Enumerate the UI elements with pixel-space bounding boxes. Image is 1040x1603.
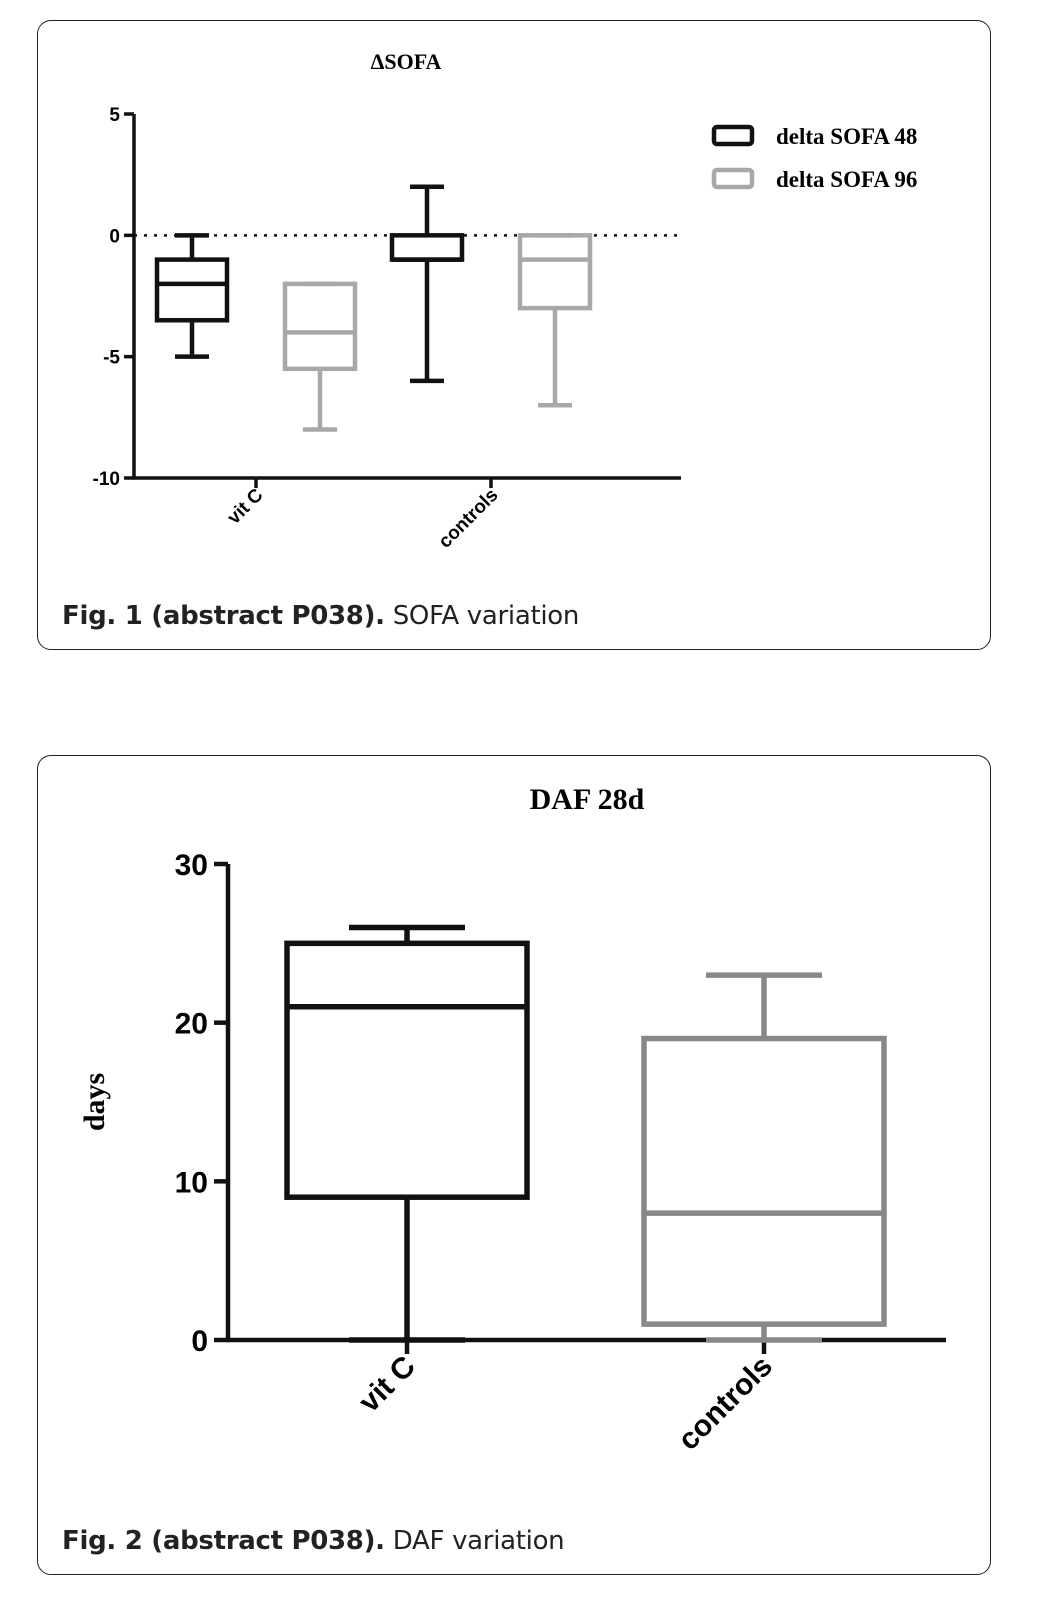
legend-swatch-48 xyxy=(714,127,752,144)
figure-2-caption xyxy=(62,1526,564,1556)
chart-title: DAF 28d xyxy=(529,783,645,816)
box-0 xyxy=(287,927,527,1340)
caption-label: Fig. 2 (abstract P038). xyxy=(62,1526,385,1556)
box-iqr xyxy=(157,260,227,321)
box-iqr xyxy=(285,284,355,369)
box-iqr xyxy=(644,1039,884,1325)
box-1-1 xyxy=(520,235,590,405)
y-tick-label: 10 xyxy=(174,1166,208,1200)
box-iqr xyxy=(392,235,462,259)
box-iqr xyxy=(520,235,590,308)
box-0-1 xyxy=(285,284,355,430)
figure-2-panel xyxy=(37,755,991,1575)
y-tick-label: 5 xyxy=(109,105,120,126)
y-tick-label: -5 xyxy=(103,347,120,369)
figure-1-panel xyxy=(37,20,991,650)
x-tick-label: vit C xyxy=(352,1349,422,1419)
legend-label-96: delta SOFA 96 xyxy=(776,167,918,192)
y-axis-label: days xyxy=(78,1072,111,1132)
y-tick-label: 0 xyxy=(109,226,120,248)
legend-label-48: delta SOFA 48 xyxy=(776,124,918,149)
caption-label: Fig. 1 (abstract P038). xyxy=(62,601,385,631)
legend xyxy=(714,124,917,192)
y-tick-label: 20 xyxy=(174,1007,208,1041)
sofa-boxplot xyxy=(38,21,990,591)
daf-boxplot xyxy=(38,756,990,1516)
box-1 xyxy=(644,975,884,1340)
box-iqr xyxy=(287,943,527,1197)
legend-swatch-96 xyxy=(714,170,752,187)
caption-text: DAF variation xyxy=(392,1526,565,1556)
box-1-0 xyxy=(392,187,462,381)
figure-1-caption xyxy=(62,601,579,631)
caption-text: SOFA variation xyxy=(392,601,580,631)
x-tick-label: vit C xyxy=(223,484,268,529)
y-tick-label: 0 xyxy=(191,1325,208,1358)
x-tick-label: controls xyxy=(434,484,503,553)
chart-title: ΔSOFA xyxy=(370,49,442,74)
y-tick-label: -10 xyxy=(92,469,120,490)
box-0-0 xyxy=(157,235,227,356)
x-tick-label: controls xyxy=(671,1349,779,1457)
y-tick-label: 30 xyxy=(174,849,208,882)
